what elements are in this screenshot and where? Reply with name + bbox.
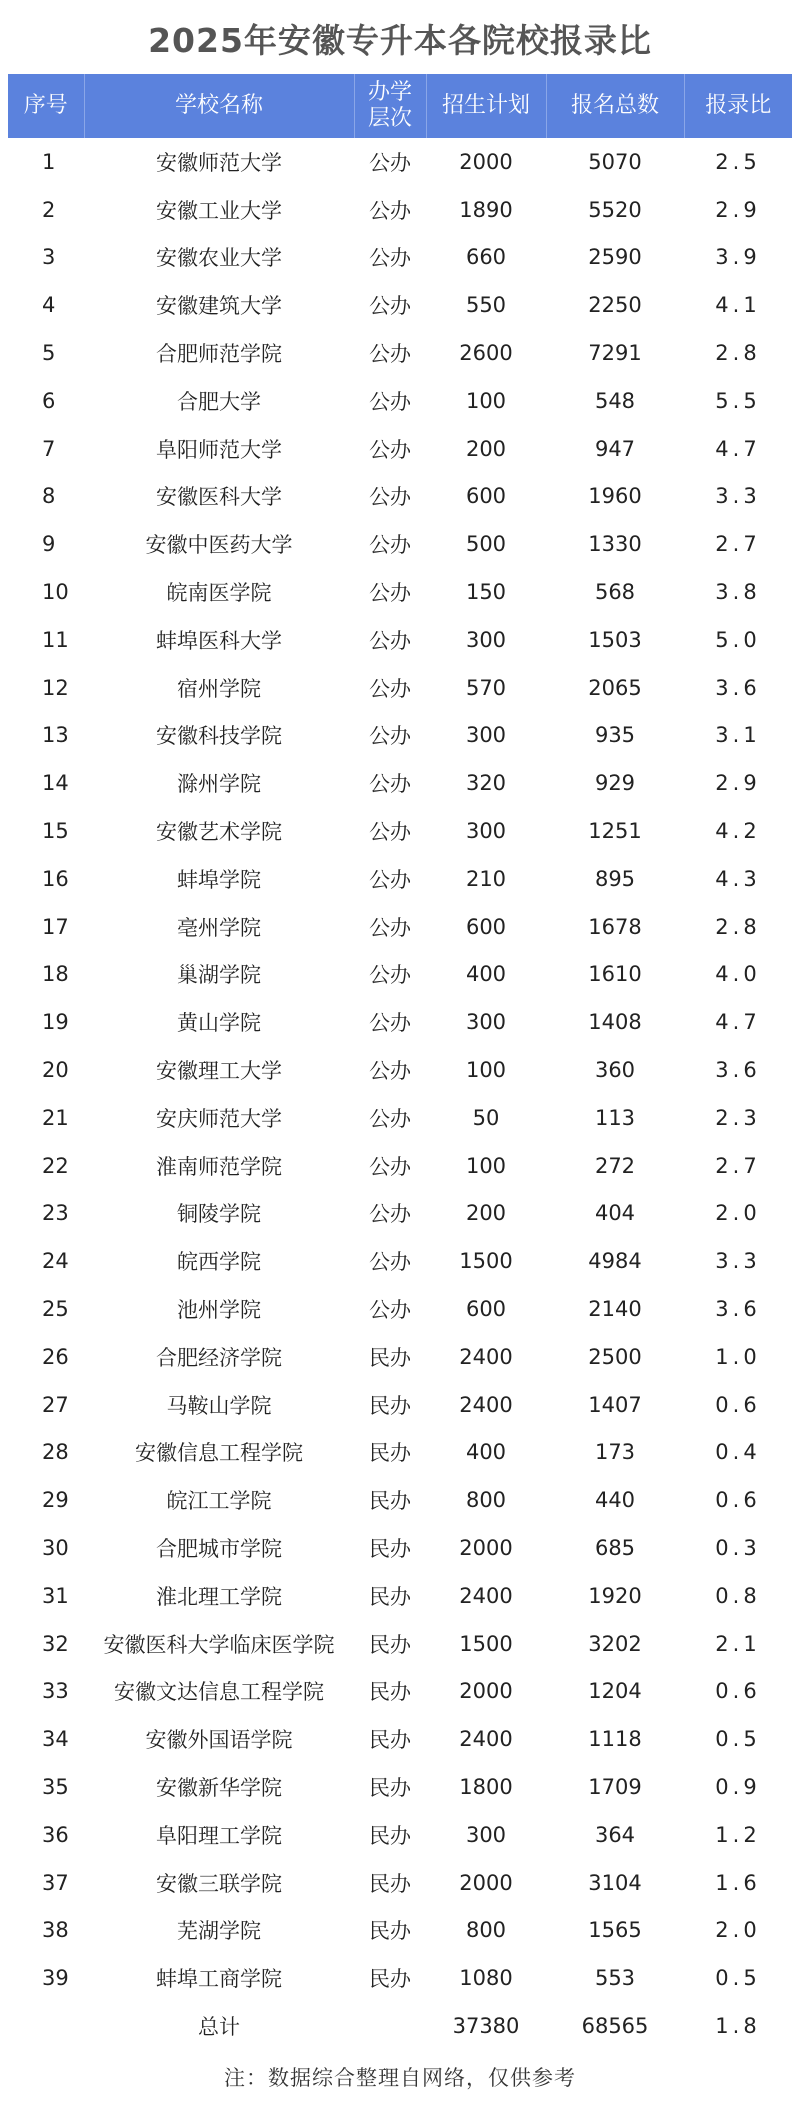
applicants-cell: 1204	[588, 1679, 642, 1704]
applicants-cell: 2065	[588, 675, 642, 700]
applicants-cell: 5520	[588, 197, 642, 222]
school-name-cell: 安徽信息工程学院	[135, 1441, 303, 1466]
index-cell: 39	[42, 1966, 69, 1991]
school-type-cell: 公办	[369, 437, 411, 462]
school-type-cell: 公办	[369, 1154, 411, 1179]
ratio-cell: 2.9	[715, 771, 761, 796]
school-name-cell: 滁州学院	[177, 772, 261, 797]
ratio-cell: 5.5	[715, 388, 761, 413]
school-type-cell: 公办	[369, 246, 411, 271]
applicants-cell: 2250	[588, 293, 642, 318]
table-row	[8, 425, 792, 473]
ratio-cell: 2.9	[715, 197, 761, 222]
school-name-cell: 阜阳师范大学	[156, 437, 282, 462]
table-row	[8, 1285, 792, 1333]
table-row	[8, 1142, 792, 1190]
plan-cell: 600	[465, 1297, 507, 1322]
plan-cell: 1890	[459, 197, 513, 222]
applicants-cell: 440	[594, 1488, 636, 1513]
school-name-cell: 黄山学院	[177, 1011, 261, 1036]
plan-cell: 2000	[459, 1870, 513, 1895]
applicants-cell: 1330	[588, 532, 642, 557]
applicants-cell: 7291	[588, 341, 642, 366]
school-type-cell: 民办	[369, 1823, 411, 1848]
applicants-cell: 404	[594, 1201, 636, 1226]
total-plan: 37380	[452, 2014, 520, 2039]
school-name-cell: 安徽建筑大学	[156, 294, 282, 319]
table-row	[8, 1668, 792, 1716]
school-name-cell: 蚌埠学院	[177, 867, 261, 892]
header-applicants: 报名总数	[546, 74, 684, 138]
school-type-cell: 公办	[369, 1250, 411, 1275]
school-type-cell: 公办	[369, 963, 411, 988]
plan-cell: 800	[465, 1918, 507, 1943]
table-row	[8, 1954, 792, 2002]
index-cell: 19	[42, 1010, 69, 1035]
school-type-cell: 公办	[369, 294, 411, 319]
table-row	[8, 664, 792, 712]
school-type-cell: 公办	[369, 628, 411, 653]
applicants-cell: 2590	[588, 245, 642, 270]
index-cell: 24	[42, 1249, 69, 1274]
school-name-cell: 阜阳理工学院	[156, 1823, 282, 1848]
school-name-cell: 淮南师范学院	[156, 1154, 282, 1179]
table-row	[8, 759, 792, 807]
ratio-cell: 3.3	[715, 484, 761, 509]
school-name-cell: 安徽外国语学院	[145, 1728, 293, 1753]
ratio-cell: 0.6	[715, 1488, 761, 1513]
header-index: 序号	[8, 74, 84, 138]
table-header-row	[8, 74, 792, 138]
ratio-cell: 0.5	[715, 1727, 761, 1752]
source-note: 注：数据综合整理自网络，仅供参考	[224, 2066, 576, 2090]
ratio-cell: 3.8	[715, 580, 761, 605]
table-row	[8, 329, 792, 377]
applicants-cell: 1251	[588, 819, 642, 844]
index-cell: 6	[42, 388, 56, 413]
ratio-cell: 4.1	[715, 293, 761, 318]
table-row	[8, 1859, 792, 1907]
table-row	[8, 1715, 792, 1763]
table-row	[8, 1476, 792, 1524]
index-cell: 7	[42, 436, 56, 461]
school-type-cell: 公办	[369, 1202, 411, 1227]
index-cell: 14	[42, 771, 69, 796]
plan-cell: 2400	[459, 1583, 513, 1608]
ratio-cell: 2.7	[715, 1153, 761, 1178]
table-row	[8, 1094, 792, 1142]
ratio-cell: 0.5	[715, 1966, 761, 1991]
plan-cell: 300	[465, 1010, 507, 1035]
ratio-cell: 0.6	[715, 1392, 761, 1417]
plan-cell: 300	[465, 1822, 507, 1847]
school-type-cell: 公办	[369, 485, 411, 510]
index-cell: 11	[42, 627, 69, 652]
ratio-cell: 4.3	[715, 866, 761, 891]
school-type-cell: 公办	[369, 581, 411, 606]
applicants-cell: 553	[594, 1966, 636, 1991]
index-cell: 26	[42, 1344, 69, 1369]
index-cell: 33	[42, 1679, 69, 1704]
school-name-cell: 芜湖学院	[177, 1919, 261, 1944]
index-cell: 27	[42, 1392, 69, 1417]
school-type-cell: 民办	[369, 1728, 411, 1753]
ratio-cell: 0.3	[715, 1536, 761, 1560]
plan-cell: 2000	[459, 1679, 513, 1704]
plan-cell: 400	[465, 962, 507, 987]
header-ratio: 报录比	[705, 93, 772, 118]
ratio-cell: 2.5	[715, 149, 761, 174]
header-school-type: 办学层次	[354, 74, 426, 138]
plan-cell: 300	[465, 627, 507, 652]
school-type-cell: 公办	[369, 533, 411, 558]
plan-cell: 600	[465, 914, 507, 939]
table-row	[8, 1763, 792, 1811]
index-cell: 30	[42, 1536, 69, 1560]
school-type-cell: 公办	[369, 1106, 411, 1131]
total-ratio: 1.8	[715, 2014, 761, 2039]
ratio-cell: 3.6	[715, 1058, 761, 1083]
page-title: 2025年安徽专升本各院校报录比	[148, 21, 652, 60]
plan-cell: 660	[465, 245, 507, 270]
plan-cell: 2400	[459, 1727, 513, 1752]
school-type-cell: 民办	[369, 1393, 411, 1418]
plan-cell: 1500	[459, 1631, 513, 1656]
school-name-cell: 安徽师范大学	[156, 150, 282, 175]
admission-ratio-table	[8, 74, 792, 2050]
table-row	[8, 186, 792, 234]
index-cell: 8	[42, 484, 56, 509]
ratio-cell: 3.9	[715, 245, 761, 270]
table-row	[8, 1572, 792, 1620]
index-cell: 9	[42, 532, 56, 557]
table-row	[8, 1620, 792, 1668]
ratio-cell: 2.8	[715, 914, 761, 939]
table-row	[8, 1429, 792, 1477]
school-name-cell: 安徽艺术学院	[156, 820, 282, 845]
index-cell: 10	[42, 580, 69, 605]
ratio-cell: 0.9	[715, 1774, 761, 1799]
school-name-cell: 合肥师范学院	[156, 342, 282, 367]
applicants-cell: 947	[594, 436, 636, 461]
ratio-cell: 3.6	[715, 675, 761, 700]
applicants-cell: 113	[594, 1105, 636, 1130]
table-body	[8, 138, 792, 2050]
index-cell: 21	[42, 1105, 69, 1130]
applicants-cell: 173	[594, 1440, 636, 1465]
plan-cell: 2400	[459, 1392, 513, 1417]
ratio-cell: 0.8	[715, 1583, 761, 1608]
school-name-cell: 蚌埠工商学院	[156, 1967, 282, 1992]
school-name-cell: 皖西学院	[177, 1250, 261, 1275]
plan-cell: 320	[465, 771, 507, 796]
ratio-cell: 2.0	[715, 1201, 761, 1226]
plan-cell: 300	[465, 723, 507, 748]
index-cell: 25	[42, 1297, 69, 1322]
school-name-cell: 安徽文达信息工程学院	[114, 1680, 324, 1705]
applicants-cell: 685	[594, 1536, 636, 1560]
school-name-cell: 宿州学院	[177, 676, 261, 701]
plan-cell: 1800	[459, 1774, 513, 1799]
index-cell: 35	[42, 1774, 69, 1799]
applicants-cell: 360	[594, 1058, 636, 1083]
index-cell: 29	[42, 1488, 69, 1513]
plan-cell: 2000	[459, 149, 513, 174]
total-row	[8, 2002, 792, 2050]
school-type-cell: 公办	[369, 342, 411, 367]
ratio-cell: 4.7	[715, 1010, 761, 1035]
school-type-cell: 民办	[369, 1489, 411, 1514]
total-index-cell	[8, 2002, 84, 2050]
plan-cell: 50	[472, 1105, 500, 1130]
plan-cell: 800	[465, 1488, 507, 1513]
index-cell: 3	[42, 245, 56, 270]
ratio-cell: 4.2	[715, 819, 761, 844]
plan-cell: 300	[465, 819, 507, 844]
header-enrollment-plan: 招生计划	[426, 74, 546, 138]
applicants-cell: 4984	[588, 1249, 642, 1274]
index-cell: 16	[42, 866, 69, 891]
plan-cell: 500	[465, 532, 507, 557]
plan-cell: 1500	[459, 1249, 513, 1274]
school-name-cell: 池州学院	[177, 1298, 261, 1323]
index-cell: 15	[42, 819, 69, 844]
school-type-cell: 民办	[369, 1775, 411, 1800]
school-type-cell: 公办	[369, 150, 411, 175]
applicants-cell: 1709	[588, 1774, 642, 1799]
school-type-cell: 公办	[369, 389, 411, 414]
applicants-cell: 2140	[588, 1297, 642, 1322]
school-name-cell: 亳州学院	[177, 915, 261, 940]
ratio-cell: 1.6	[715, 1870, 761, 1895]
plan-cell: 100	[465, 1153, 507, 1178]
plan-cell: 550	[465, 293, 507, 318]
plan-cell: 1080	[459, 1966, 513, 1991]
school-name-cell: 合肥经济学院	[156, 1345, 282, 1370]
applicants-cell: 364	[594, 1822, 636, 1847]
plan-cell: 150	[465, 580, 507, 605]
plan-cell: 100	[465, 1058, 507, 1083]
plan-cell: 400	[465, 1440, 507, 1465]
plan-cell: 2000	[459, 1536, 513, 1560]
table-row	[8, 712, 792, 760]
school-type-cell: 民办	[369, 1584, 411, 1609]
ratio-cell: 4.0	[715, 962, 761, 987]
school-type-cell: 民办	[369, 1441, 411, 1466]
table-row	[8, 807, 792, 855]
school-type-cell: 公办	[369, 915, 411, 940]
table-row	[8, 998, 792, 1046]
school-type-cell: 民办	[369, 1345, 411, 1370]
table-row	[8, 138, 792, 186]
applicants-cell: 5070	[588, 149, 642, 174]
school-name-cell: 合肥大学	[177, 389, 261, 414]
school-name-cell: 合肥城市学院	[156, 1537, 282, 1561]
index-cell: 28	[42, 1440, 69, 1465]
table-row	[8, 281, 792, 329]
ratio-cell: 0.4	[715, 1440, 761, 1465]
table-row	[8, 520, 792, 568]
ratio-cell: 4.7	[715, 436, 761, 461]
school-type-cell: 民办	[369, 1680, 411, 1705]
school-name-cell: 安徽农业大学	[156, 246, 282, 271]
table-row	[8, 473, 792, 521]
applicants-cell: 1503	[588, 627, 642, 652]
ratio-cell: 2.0	[715, 1918, 761, 1943]
table-row	[8, 616, 792, 664]
ratio-cell: 3.6	[715, 1297, 761, 1322]
school-name-cell: 巢湖学院	[177, 963, 261, 988]
index-cell: 37	[42, 1870, 69, 1895]
index-cell: 20	[42, 1058, 69, 1083]
school-type-cell: 公办	[369, 1059, 411, 1084]
index-cell: 38	[42, 1918, 69, 1943]
school-type-cell: 公办	[369, 198, 411, 223]
table-row	[8, 1906, 792, 1954]
school-type-cell: 民办	[369, 1871, 411, 1896]
applicants-cell: 272	[594, 1153, 636, 1178]
ratio-cell: 3.1	[715, 723, 761, 748]
table-row	[8, 1333, 792, 1381]
index-cell: 5	[42, 341, 56, 366]
table-row	[8, 1381, 792, 1429]
school-name-cell: 蚌埠医科大学	[156, 628, 282, 653]
ratio-cell: 1.2	[715, 1822, 761, 1847]
index-cell: 2	[42, 197, 56, 222]
school-name-cell: 安庆师范大学	[156, 1106, 282, 1131]
table-row	[8, 1811, 792, 1859]
table-row	[8, 1237, 792, 1285]
table-row	[8, 855, 792, 903]
ratio-cell: 2.3	[715, 1105, 761, 1130]
plan-cell: 2400	[459, 1344, 513, 1369]
applicants-cell: 1565	[588, 1918, 642, 1943]
school-name-cell: 皖南医学院	[166, 581, 272, 606]
ratio-cell: 2.7	[715, 532, 761, 557]
applicants-cell: 548	[594, 388, 636, 413]
school-name-cell: 安徽三联学院	[156, 1871, 282, 1896]
index-cell: 12	[42, 675, 69, 700]
school-name-cell: 皖江工学院	[166, 1489, 272, 1514]
plan-cell: 570	[465, 675, 507, 700]
school-type-cell: 公办	[369, 820, 411, 845]
school-type-cell: 民办	[369, 1537, 411, 1561]
table-row	[8, 1524, 792, 1572]
applicants-cell: 2500	[588, 1344, 642, 1369]
plan-cell: 200	[465, 436, 507, 461]
index-cell: 13	[42, 723, 69, 748]
table-row	[8, 234, 792, 282]
header-school-name: 学校名称	[84, 74, 354, 138]
ratio-cell: 3.3	[715, 1249, 761, 1274]
plan-cell: 600	[465, 484, 507, 509]
school-name-cell: 淮北理工学院	[156, 1584, 282, 1609]
table-row	[8, 377, 792, 425]
school-type-cell: 民办	[369, 1967, 411, 1992]
table-row	[8, 1046, 792, 1094]
table-row	[8, 903, 792, 951]
school-type-cell: 公办	[369, 867, 411, 892]
ratio-cell: 5.0	[715, 627, 761, 652]
applicants-cell: 1920	[588, 1583, 642, 1608]
index-cell: 4	[42, 293, 56, 318]
applicants-cell: 1407	[588, 1392, 642, 1417]
school-type-cell: 公办	[369, 676, 411, 701]
table-row	[8, 568, 792, 616]
index-cell: 34	[42, 1727, 69, 1752]
ratio-cell: 0.6	[715, 1679, 761, 1704]
table-row	[8, 951, 792, 999]
school-name-cell: 安徽医科大学临床医学院	[103, 1632, 335, 1657]
plan-cell: 2600	[459, 341, 513, 366]
total-label: 总计	[198, 2015, 240, 2040]
applicants-cell: 3202	[588, 1631, 642, 1656]
school-name-cell: 安徽新华学院	[156, 1775, 282, 1800]
index-cell: 1	[42, 149, 56, 174]
applicants-cell: 929	[594, 771, 636, 796]
school-type-cell: 民办	[369, 1632, 411, 1657]
school-name-cell: 安徽工业大学	[156, 198, 282, 223]
school-type-cell: 公办	[369, 1298, 411, 1323]
index-cell: 22	[42, 1153, 69, 1178]
plan-cell: 100	[465, 388, 507, 413]
applicants-cell: 1610	[588, 962, 642, 987]
index-cell: 23	[42, 1201, 69, 1226]
applicants-cell: 1960	[588, 484, 642, 509]
school-name-cell: 铜陵学院	[177, 1202, 261, 1227]
index-cell: 36	[42, 1822, 69, 1847]
index-cell: 32	[42, 1631, 69, 1656]
applicants-cell: 3104	[588, 1870, 642, 1895]
applicants-cell: 1408	[588, 1010, 642, 1035]
ratio-cell: 2.1	[715, 1631, 761, 1656]
plan-cell: 210	[465, 866, 507, 891]
school-type-cell: 民办	[369, 1919, 411, 1944]
school-name-cell: 安徽中医药大学	[145, 533, 293, 558]
index-cell: 31	[42, 1583, 69, 1608]
school-type-cell: 公办	[369, 772, 411, 797]
index-cell: 17	[42, 914, 69, 939]
plan-cell: 200	[465, 1201, 507, 1226]
school-name-cell: 马鞍山学院	[166, 1393, 272, 1418]
school-name-cell: 安徽科技学院	[156, 724, 282, 749]
applicants-cell: 568	[594, 580, 636, 605]
total-applicants: 68565	[581, 2014, 649, 2039]
ratio-cell: 1.0	[715, 1344, 761, 1369]
school-type-cell: 公办	[369, 724, 411, 749]
school-name-cell: 安徽理工大学	[156, 1059, 282, 1084]
applicants-cell: 895	[594, 866, 636, 891]
index-cell: 18	[42, 962, 69, 987]
ratio-cell: 2.8	[715, 341, 761, 366]
table-row	[8, 1190, 792, 1238]
applicants-cell: 1118	[588, 1727, 642, 1752]
total-type-cell	[354, 2002, 426, 2050]
school-type-cell: 公办	[369, 1011, 411, 1036]
applicants-cell: 1678	[588, 914, 642, 939]
applicants-cell: 935	[594, 723, 636, 748]
school-name-cell: 安徽医科大学	[156, 485, 282, 510]
